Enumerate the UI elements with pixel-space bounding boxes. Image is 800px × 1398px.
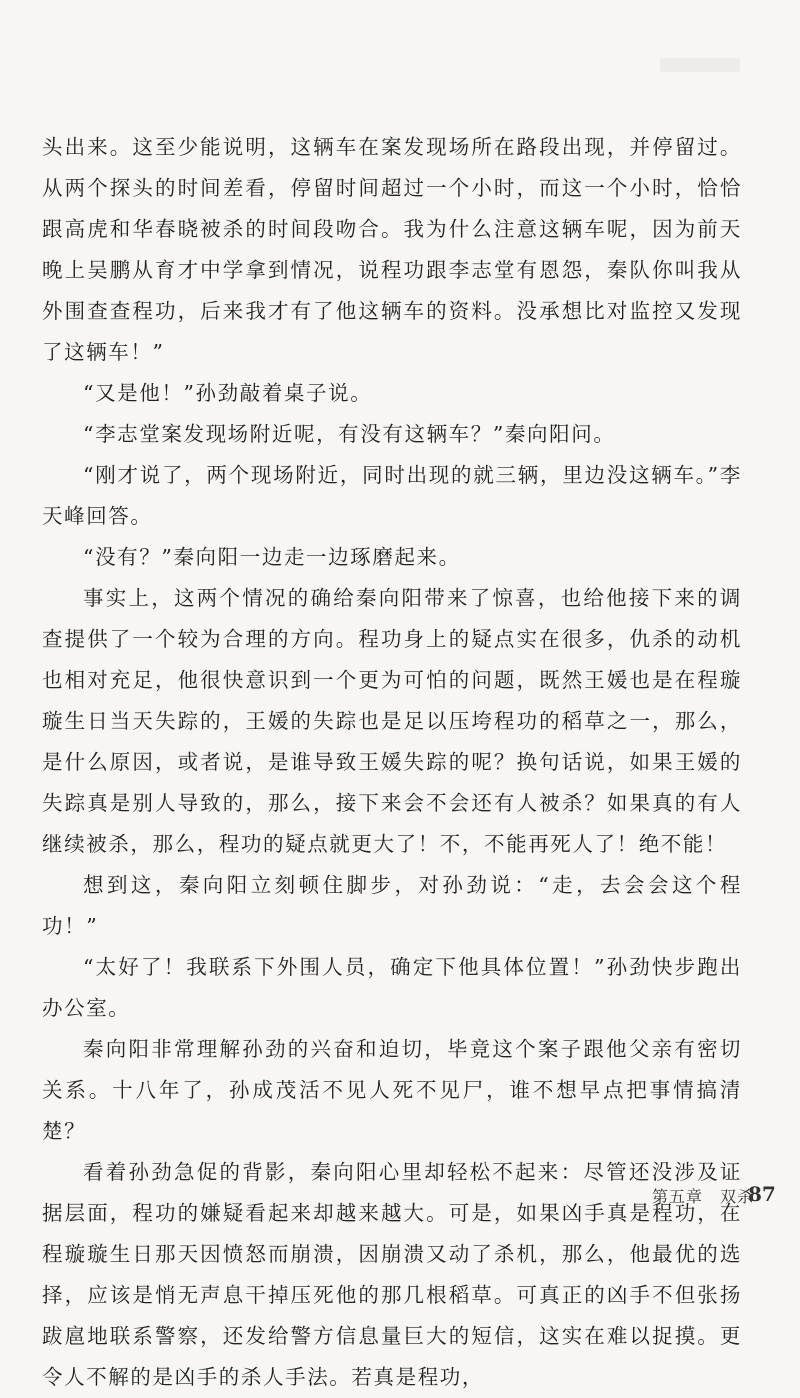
paragraph: 看着孙劲急促的背影，秦向阳心里却轻松不起来：尽管还没涉及证据层面，程功的嫌疑看起来却越来越大。可是，如果凶手真是程功，在程璇璇生日那天因愤怒而崩溃，因崩溃又动了杀机，那么，他最优的选择，应该是悄无声息干掉压死他的那几根稻草。可真正的凶手不但张扬跋扈地联系警察，还发给警方信息量巨大的短信，这实在难以捉摸。更令人不解的是凶手的杀人手法。若真是程功， — [42, 1160, 742, 1389]
paragraph: “刚才说了，两个现场附近，同时出现的就三辆，里边没这辆车。”李天峰回答。 — [42, 463, 742, 528]
paragraph: 头出来。这至少能说明，这辆车在案发现场所在路段出现，并停留过。从两个探头的时间差看，停留时间超过一个小时，而这一个小时，恰恰跟高虎和华春晓被杀的时间段吻合。我为什么注意这辆车呢，因为前天晚上吴鹏从育才中学拿到情况，说程功跟李志堂有恩怨，秦队你叫我从外围查查程功，后来我才有了他这辆车的资料。没承想比对监控又发现了这辆车！” — [42, 135, 742, 364]
paragraph: “没有？”秦向阳一边走一边琢磨起来。 — [83, 545, 461, 569]
paragraph: “又是他！”孙劲敲着桌子说。 — [83, 381, 373, 405]
paragraph: “李志堂案发现场附近呢，有没有这辆车？”秦向阳问。 — [83, 422, 616, 446]
paragraph: 秦向阳非常理解孙劲的兴奋和迫切，毕竟这个案子跟他父亲有密切关系。十八年了，孙成茂活不见人死不见尸，谁不想早点把事情搞清楚？ — [42, 1037, 742, 1143]
chapter-title: 第五章 双杀 — [652, 1187, 755, 1206]
paragraph: 想到这，秦向阳立刻顿住脚步，对孙劲说：“走，去会会这个程功！” — [42, 873, 742, 938]
paragraph: 事实上，这两个情况的确给秦向阳带来了惊喜，也给他接下来的调查提供了一个较为合理的方向。程功身上的疑点实在很多，仇杀的动机也相对充足，他很快意识到一个更为可怕的问题，既然王媛也是在程璇璇生日当天失踪的，王媛的失踪也是足以压垮程功的稻草之一，那么，是什么原因，或者说，是谁导致王媛失踪的呢？换句话说，如果王媛的失踪真是别人导致的，那么，接下来会不会还有人被杀？如果真的有人继续被杀，那么，程功的疑点就更大了！不，不能再死人了！绝不能！ — [42, 586, 742, 856]
page-number: 87 — [748, 1182, 776, 1206]
scan-smudge — [660, 58, 740, 72]
body-text — [42, 127, 742, 1398]
paragraph: “太好了！我联系下外围人员，确定下他具体位置！”孙劲快步跑出办公室。 — [42, 955, 742, 1020]
